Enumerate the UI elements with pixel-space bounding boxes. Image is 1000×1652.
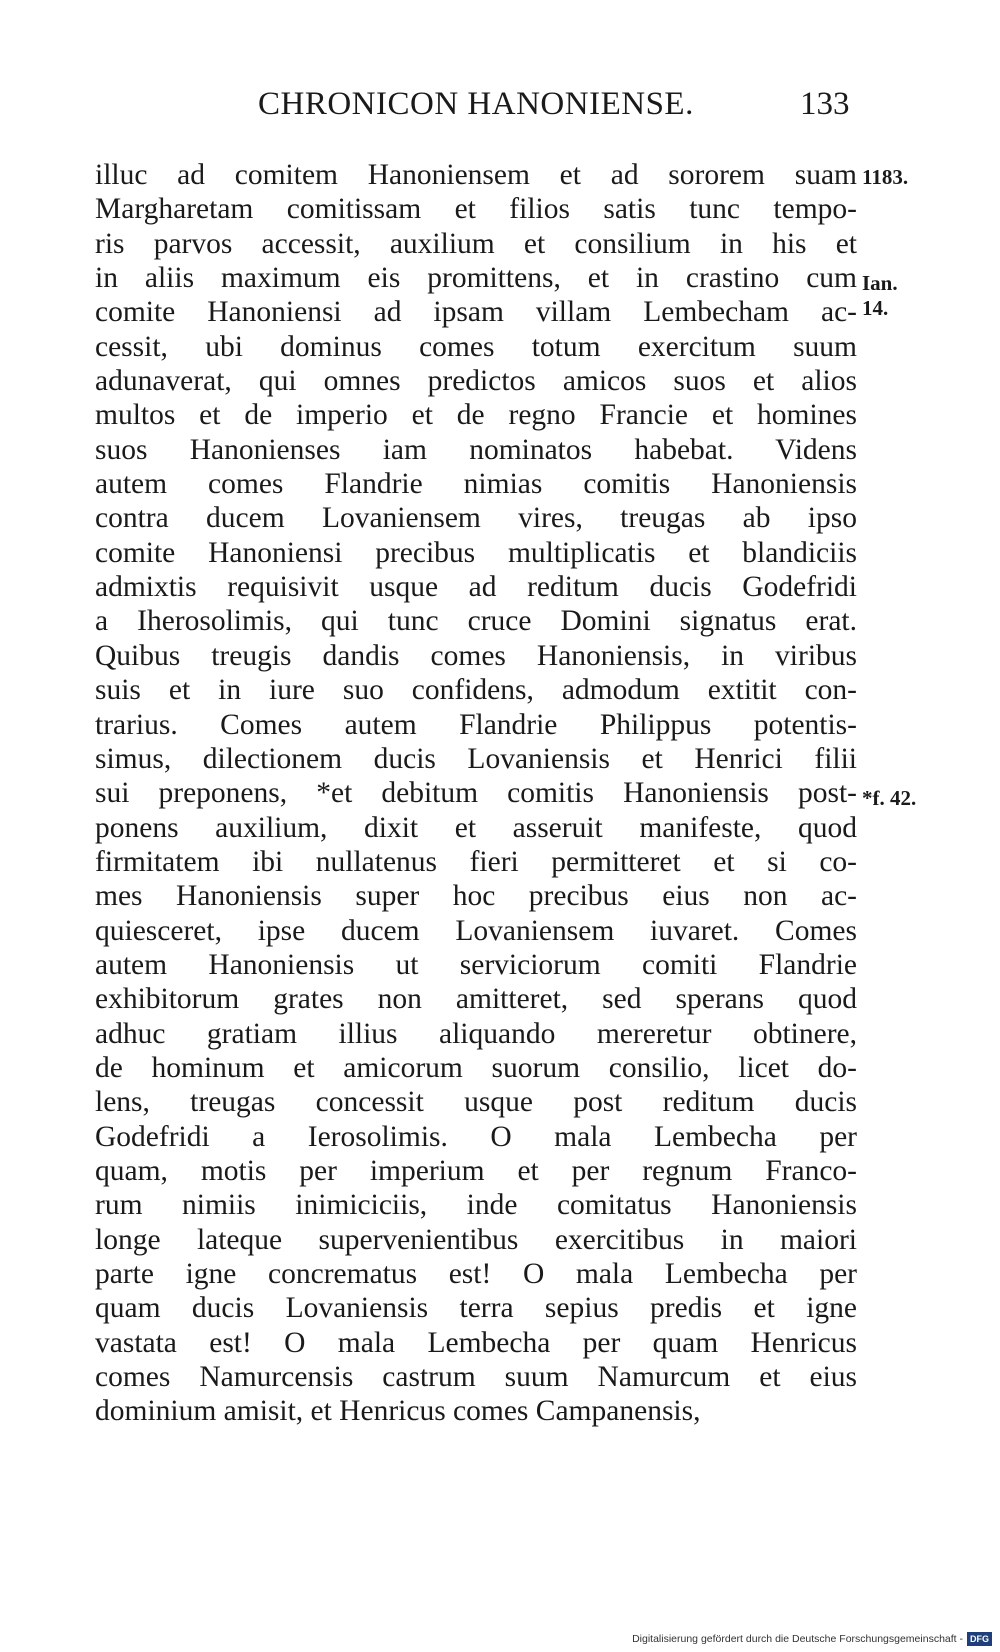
text-line: quam ducis Lovaniensis terra sepius predis et igne [95,1292,857,1325]
text-line: comite Hanoniensi ad ipsam villam Lembecham ac- [95,296,857,329]
text-line: exhibitorum grates non amitteret, sed sperans quod [95,983,857,1016]
text-line: parte igne concrematus est! O mala Lembecha per [95,1258,857,1290]
text-line: admixtis requisivit usque ad reditum ducis Godefridi [95,571,857,604]
digitization-footer [632,1632,992,1646]
text-line: trarius. Comes autem Flandrie Philippus potentis- [95,708,857,741]
running-title: CHRONICON HANONIENSE. [258,86,694,122]
text-line: in aliis maximum eis promittens, et in crastino cum [95,262,857,295]
text-line: adhuc gratiam illius aliquando mereretur obtinere, [95,1017,857,1050]
text-line: firmitatem ibi nullatenus fieri permitteret et si co- [95,845,857,878]
text-line: autem comes Flandrie nimias comitis Hanoniensis [95,468,857,501]
text-line: suos Hanonienses iam nominatos habebat. Videns [95,433,857,466]
text-line: ponens auxilium, dixit et asseruit manifeste, quod [95,811,857,844]
text-line: de hominum et amicorum suorum consilio, licet do- [95,1051,857,1084]
text-line: cessit, ubi dominus comes totum exercitum suum [95,330,857,363]
page-header [0,86,1000,136]
text-line: suis et in iure suo confidens, admodum extitit con- [95,674,857,707]
text-line: autem Hanoniensis ut serviciorum comiti Flandrie [95,948,857,981]
dfg-logo-icon: DFG [967,1632,992,1646]
margin-note-year: 1183. [862,165,909,189]
main-text-block [95,158,857,1429]
text-line: longe lateque supervenientibus exercitibus in maiori [95,1223,857,1256]
text-line: dominium amisit, et Henricus comes Campanensis, [95,1395,701,1428]
text-line: simus, dilectionem ducis Lovaniensis et Henrici filii [95,742,857,775]
text-line: Quibus treugis dandis comes Hanoniensis, in viribus [95,639,857,672]
text-line: a Iherosolimis, qui tunc cruce Domini signatus erat. [95,605,857,638]
text-line: comes Namurcensis castrum suum Namurcum et eius [95,1361,857,1394]
text-line: comite Hanoniensi precibus multiplicatis et blandiciis [95,536,857,569]
text-line: adunaverat, qui omnes predictos amicos suos et alios [95,365,857,398]
text-line: quiesceret, ipse ducem Lovaniensem iuvaret. Comes [95,914,857,947]
text-line: multos et de imperio et de regno Francie et homines [95,399,857,432]
text-line: Margharetam comitissam et filios satis tunc tempo- [95,193,857,226]
text-line: vastata est! O mala Lembecha per quam Henricus [95,1326,857,1359]
text-line: Godefridi a Ierosolimis. O mala Lembecha per [95,1120,857,1153]
text-line: contra ducem Lovaniensem vires, treugas ab ipso [95,502,857,535]
text-line: mes Hanoniensis super hoc precibus eius non ac- [95,880,857,913]
text-line: lens, treugas concessit usque post reditum ducis [95,1086,857,1119]
margin-note-folio: *f. 42. [862,786,917,810]
text-line: rum nimiis inimiciciis, inde comitatus Hanoniensis [95,1189,857,1222]
text-line: ris parvos accessit, auxilium et consilium in his et [95,227,857,260]
text-line: illuc ad comitem Hanoniensem et ad sororem suam [95,159,857,191]
margin-note-day: 14. [862,296,889,320]
digitization-credit: Digitalisierung gefördert durch die Deutsche Forschungsgemeinschaft - [632,1633,963,1645]
margin-note-month: Ian. [862,271,898,295]
page-number: 133 [800,86,850,122]
text-line: quam, motis per imperium et per regnum Franco- [95,1154,857,1187]
text-line: sui preponens, *et debitum comitis Hanoniensis post- [95,777,857,810]
